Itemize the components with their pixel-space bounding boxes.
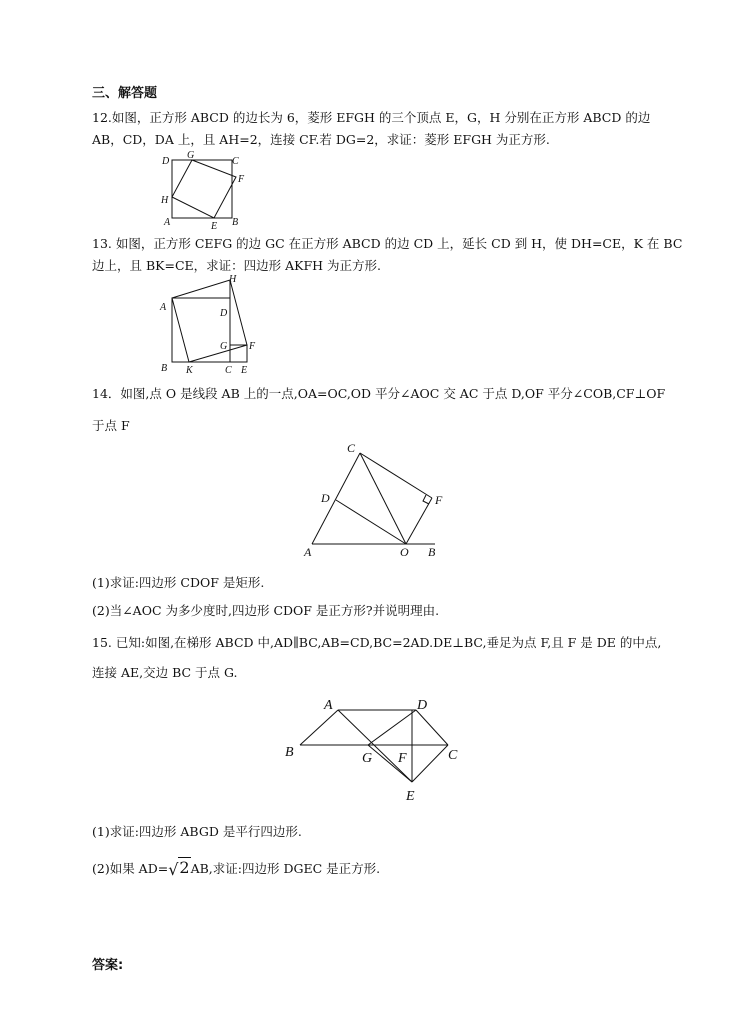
q15-text-line1: 15. 已知:如图,在梯形 ABCD 中,AD∥BC,AB=CD,BC=2AD.DE⊥BC,垂足为点 F,且 F 是 DE 的中点, (92, 635, 662, 650)
q12-rhombus-efgh (172, 160, 236, 218)
q15-sub1: (1)求证:四边形 ABGD 是平行四边形. (92, 824, 302, 839)
q15-sub2-suffix: AB,求证:四边形 DGEC 是正方形. (190, 861, 381, 876)
q15-label-F: F (398, 751, 407, 766)
sqrt-expression (168, 860, 190, 878)
q12-label-G: G (187, 150, 195, 161)
q12-label-C: C (232, 156, 239, 167)
q15-text-line2: 连接 AE,交边 BC 于点 G. (92, 665, 238, 680)
q15-label-D: D (417, 698, 428, 713)
q14-label-O: O (400, 545, 409, 559)
q15-label-B: B (285, 745, 294, 760)
q12-label-H: H (161, 195, 169, 206)
q15-figure (280, 692, 470, 804)
q13-label-B: B (161, 363, 168, 374)
radical-sign: √ (168, 860, 179, 879)
q15-sub2-prefix: (2)如果 AD= (92, 861, 169, 876)
q13-quad-akfh (172, 280, 247, 362)
sqrt-radicand: 2 (179, 858, 190, 877)
q15-label-E: E (406, 789, 415, 804)
q14-text-line1: 14．如图,点 O 是线段 AB 上的一点,OA=OC,OD 平分∠AOC 交 AC 于点 D,OF 平分∠COB,CF⊥OF (92, 386, 666, 401)
q14-sub1: (1)求证:四边形 CDOF 是矩形. (92, 575, 265, 590)
q14-label-D: D (321, 491, 330, 505)
q12-label-A: A (164, 217, 171, 228)
q14-sub2: (2)当∠AOC 为多少度时,四边形 CDOF 是正方形?并说明理由. (92, 603, 440, 618)
q13-label-K: K (186, 365, 193, 376)
q15-label-C: C (448, 748, 458, 763)
q12-figure (160, 150, 250, 230)
q15-label-G: G (362, 751, 373, 766)
q13-label-D: D (220, 308, 228, 319)
q13-text-line1: 13. 如图，正方形 CEFG 的边 GC 在正方形 ABCD 的边 CD 上，延长 CD 到 H，使 DH=CE，K 在 BC (92, 236, 683, 251)
q14-label-A: A (304, 545, 312, 559)
q13-label-G: G (220, 341, 228, 352)
q14-right-angle-mark (423, 495, 429, 504)
q13-figure (155, 272, 265, 380)
q14-label-F: F (435, 493, 443, 507)
section-title: 三、解答题 (92, 86, 158, 101)
q13-label-A: A (160, 302, 167, 313)
q12-label-D: D (162, 156, 170, 167)
q13-label-F: F (249, 341, 256, 352)
q12-label-F: F (238, 174, 245, 185)
q12-square-abcd (172, 160, 232, 218)
q13-text-line2: 边上，且 BK=CE，求证：四边形 AKFH 为正方形. (92, 258, 382, 273)
q13-label-C: C (225, 365, 232, 376)
q13-label-H: H (229, 274, 237, 285)
q14-figure (300, 438, 450, 560)
q13-label-E: E (241, 365, 248, 376)
q14-label-B: B (428, 545, 436, 559)
q14-text-line2: 于点 F (92, 418, 130, 433)
q12-text-line1: 12.如图，正方形 ABCD 的边长为 6，菱形 EFGH 的三个顶点 E，G，H 分别在正方形 ABCD 的边 (92, 110, 651, 125)
q14-label-C: C (347, 441, 356, 455)
q12-label-B: B (232, 217, 239, 228)
q15-sub2 (92, 860, 380, 878)
q12-text-line2: AB，CD，DA 上，且 AH=2，连接 CF.若 DG=2，求证：菱形 EFGH 为正方形. (92, 132, 550, 147)
answer-label: 答案: (92, 958, 124, 973)
q12-label-E: E (211, 221, 218, 232)
q15-label-A: A (324, 698, 333, 713)
